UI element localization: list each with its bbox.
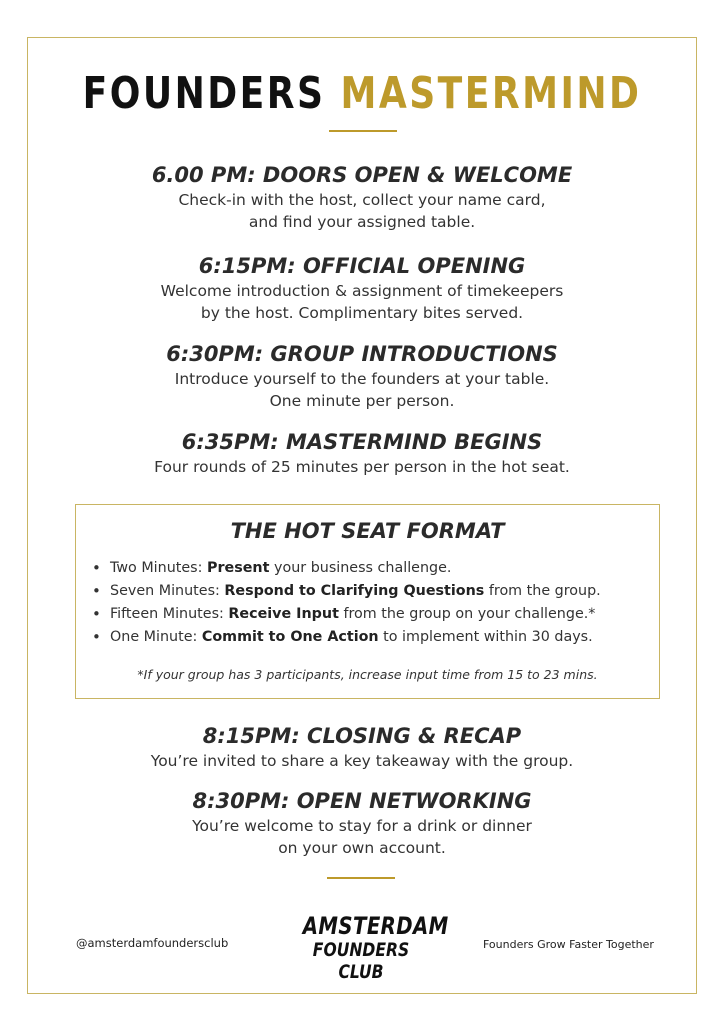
club-logo: [290, 912, 449, 983]
agenda-heading: 6:35PM: MASTERMIND BEGINS: [181, 430, 543, 454]
agenda-open-networking: [0, 787, 724, 859]
logo-line-1: AMSTERDAM: [302, 912, 449, 940]
list-item: • One Minute: Commit to One Action to implement within 30 days.: [90, 626, 601, 649]
agenda-mastermind-begins: [0, 428, 724, 478]
agenda-description: You’re invited to share a key takeaway with the group.: [150, 752, 574, 770]
agenda-doors-open: [0, 161, 724, 233]
title-word-mastermind: MASTERMIND: [340, 68, 642, 119]
agenda-official-opening: [0, 252, 724, 324]
agenda-description: Introduce yourself to the founders at your table. One minute per person.: [174, 370, 550, 410]
agenda-heading: 6.00 PM: DOORS OPEN & WELCOME: [151, 163, 573, 187]
title-word-founders: FOUNDERS: [82, 68, 326, 119]
hot-seat-box: [75, 504, 660, 699]
list-item: • Seven Minutes: Respond to Clarifying Questions from the group.: [90, 580, 601, 603]
agenda-heading: 8:15PM: CLOSING & RECAP: [202, 724, 522, 748]
agenda-heading: 6:15PM: OFFICIAL OPENING: [198, 254, 526, 278]
agenda-description: You’re welcome to stay for a drink or dinner on your own account.: [192, 817, 532, 857]
agenda-heading: 6:30PM: GROUP INTRODUCTIONS: [166, 342, 558, 366]
hot-seat-list: [90, 557, 601, 649]
list-item: • Fifteen Minutes: Receive Input from the group on your challenge.*: [90, 603, 601, 626]
agenda-closing-recap: [0, 722, 724, 772]
social-handle: @amsterdamfoundersclub: [76, 936, 229, 950]
list-item: • Two Minutes: Present your business challenge.: [90, 557, 601, 580]
hot-seat-note: *If your group has 3 participants, increase input time from 15 to 23 mins.: [137, 667, 598, 682]
divider-top: [329, 130, 397, 132]
hot-seat-title: THE HOT SEAT FORMAT: [230, 519, 505, 543]
agenda-description: Check-in with the host, collect your name card, and find your assigned table.: [178, 191, 546, 231]
logo-line-2: FOUNDERS CLUB: [312, 939, 410, 983]
agenda-group-introductions: [0, 340, 724, 412]
agenda-description: Welcome introduction & assignment of timekeepers by the host. Complimentary bites served.: [160, 282, 564, 322]
divider-bottom: [327, 877, 395, 879]
tagline: Founders Grow Faster Together: [483, 938, 654, 951]
page-title: [65, 68, 659, 120]
agenda-description: Four rounds of 25 minutes per person in the hot seat.: [154, 458, 570, 476]
agenda-heading: 8:30PM: OPEN NETWORKING: [192, 789, 532, 813]
